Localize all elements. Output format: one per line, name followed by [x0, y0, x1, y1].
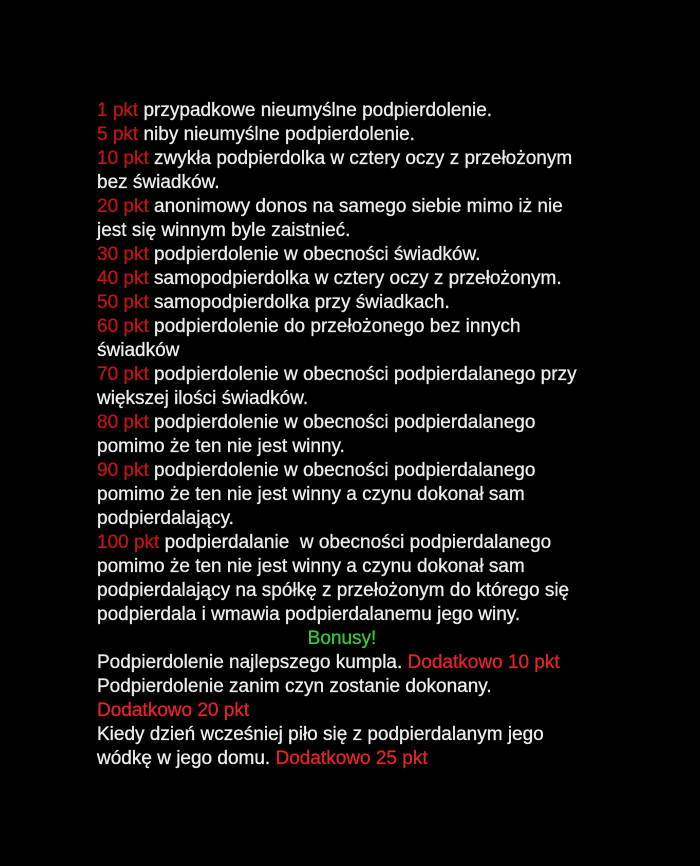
entry-text: podpierdolenie w obecności świadków.: [154, 244, 481, 265]
entry-text: podpierdolenie w obecności podpierdalanego pomimo że ten nie jest winny a czynu dokonał sam podpierdalający.: [97, 460, 541, 529]
points-value: 5 pkt: [97, 124, 139, 145]
score-entry: [97, 147, 587, 195]
points-value: 50 pkt: [97, 292, 149, 313]
bonus-points: Dodatkowo 25 pkt: [275, 748, 428, 769]
points-value: 1 pkt: [97, 100, 139, 121]
bonus-item: [97, 675, 587, 723]
bonus-item: [97, 651, 587, 675]
bonus-points: Dodatkowo 20 pkt: [97, 700, 250, 721]
entry-text: samopodpierdolka przy świadkach.: [154, 292, 450, 313]
entry-text: podpierdolenie do przełożonego bez innych świadków: [97, 316, 526, 361]
points-value: 20 pkt: [97, 196, 149, 217]
points-value: 10 pkt: [97, 148, 149, 169]
points-value: 40 pkt: [97, 268, 149, 289]
points-value: 30 pkt: [97, 244, 149, 265]
score-entry: [97, 291, 587, 315]
points-value: 70 pkt: [97, 364, 149, 385]
points-value: 90 pkt: [97, 460, 149, 481]
score-entry: [97, 267, 587, 291]
bonus-points: Dodatkowo 10 pkt: [407, 652, 560, 673]
entry-text: podpierdolenie w obecności podpierdalanego przy większej ilości świadków.: [97, 364, 582, 409]
bonus-text: Kiedy dzień wcześniej piło się z podpierdalanym jego wódkę w jego domu.: [97, 724, 550, 769]
score-entry: [97, 459, 587, 531]
bonus-item: [97, 723, 587, 771]
bonus-heading: Bonusy!: [307, 628, 377, 649]
entry-text: niby nieumyślne podpierdolenie.: [143, 124, 415, 145]
entry-text: podpierdalanie w obecności podpierdalanego pomimo że ten nie jest winny a czynu dokonał sam podpierdalający na spółkę z przełożonym do którego się podpierdala i wmawia podpierdalanemu jego winy.: [97, 532, 575, 625]
score-entry: [97, 531, 587, 627]
points-value: 100 pkt: [97, 532, 160, 553]
score-entry: [97, 315, 587, 363]
penalty-rules-sheet: [97, 99, 587, 771]
score-entry: [97, 123, 587, 147]
bonus-list: [97, 651, 587, 771]
entry-text: samopodpierdolka w cztery oczy z przełożonym.: [154, 268, 562, 289]
entry-text: podpierdolenie w obecności podpierdalanego pomimo że ten nie jest winny.: [97, 412, 541, 457]
entry-text: zwykła podpierdolka w cztery oczy z przełożonym bez świadków.: [97, 148, 578, 193]
points-value: 80 pkt: [97, 412, 149, 433]
score-entry: [97, 99, 587, 123]
score-entry: [97, 363, 587, 411]
score-entry: [97, 243, 587, 267]
bonus-text: Podpierdolenie najlepszego kumpla.: [97, 652, 403, 673]
entry-text: przypadkowe nieumyślne podpierdolenie.: [143, 100, 493, 121]
entry-text: anonimowy donos na samego siebie mimo iż nie jest się winnym byle zaistnieć.: [97, 196, 569, 241]
score-list: [97, 99, 587, 627]
bonus-text: Podpierdolenie zanim czyn zostanie dokonany.: [97, 676, 492, 697]
score-entry: [97, 195, 587, 243]
points-value: 60 pkt: [97, 316, 149, 337]
score-entry: [97, 411, 587, 459]
